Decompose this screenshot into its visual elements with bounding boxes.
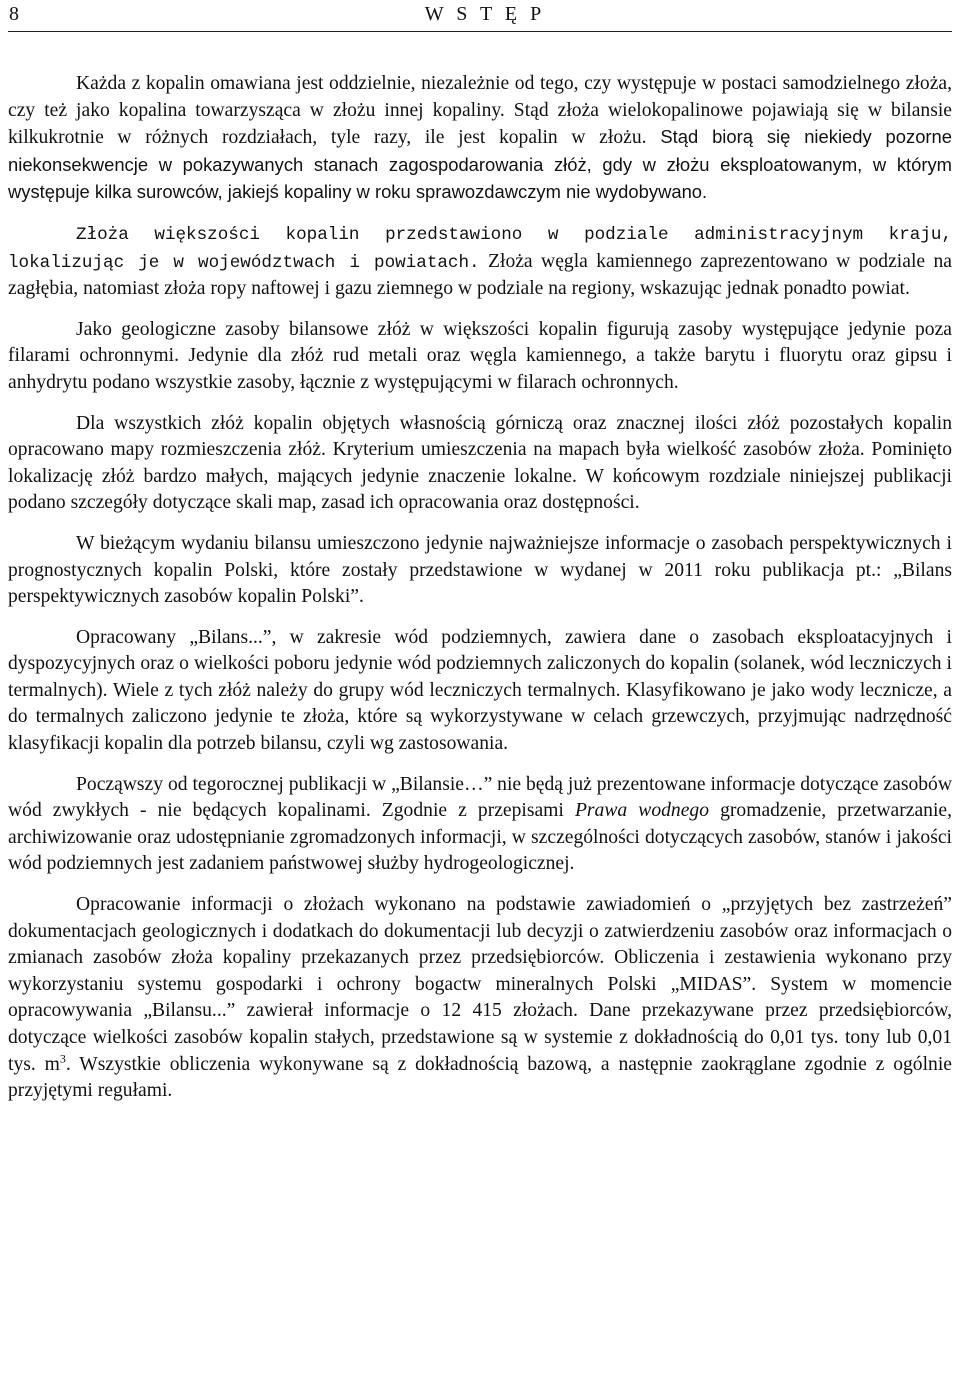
- paragraph-8-superscript: 3: [59, 1051, 66, 1066]
- paragraph-7: [8, 772, 952, 878]
- paragraph-2-part-b: Złoża węgla kamiennego zaprezentowano w podziale na zagłębia, natomiast złoża ropy naftowej i gazu ziemnego w podziale na regiony, wskazując jednak ponadto powiat.: [8, 250, 952, 300]
- paragraph-7-italic-term: Prawa wodnego: [574, 800, 710, 822]
- running-head: W S T Ę P: [424, 3, 546, 25]
- paragraph-6: Opracowany „Bilans...”, w zakresie wód podziemnych, zawiera dane o zasobach eksploatacyjnych i dyspozycyjnych oraz o wielkości poboru jedynie wód podziemnych zaliczonych do kopalin (solanek, wód leczniczych i termalnych). Wiele z tych złóż należy do grupy wód leczniczych termalnych. Klasyfikowano je jako wody lecznicze, a do termalnych zaliczono jedynie te złoża, które są wykorzystywane w celach grzewczych, przyjmując nadrzędność klasyfikacji kopalin dla potrzeb bilansu, czyli wg zastosowania.: [8, 626, 952, 755]
- document-page: [8, 0, 952, 1119]
- paragraph-3: Jako geologiczne zasoby bilansowe złóż w większości kopalin figurują zasoby występujące jedynie poza filarami ochronnymi. Jedynie dla złóż rud metali oraz węgla kamiennego, a także barytu i fluorytu oraz gipsu i anhydrytu podano wszystkie zasoby, łącznie z występującymi w filarach ochronnych.: [8, 318, 952, 393]
- page-header: [8, 0, 952, 32]
- paragraph-7-part-a: Począwszy od tegorocznej publikacji w „Bilansie…” nie będą już prezentowane informacje dotyczące zasobów wód zwykłych - nie będących kopalinami. Zgodnie z przepisami: [8, 773, 952, 822]
- document-body: [8, 71, 952, 1105]
- paragraph-2: [8, 221, 952, 303]
- paragraph-5: W bieżącym wydaniu bilansu umieszczono jedynie najważniejsze informacje o zasobach perspektywicznych i prognostycznych kopalin Polski, które zostały przedstawione w wydanej w 2011 roku publikacja pt.: „Bilans perspektywicznych zasobów kopalin Polski”.: [8, 532, 952, 608]
- paragraph-8: [8, 892, 952, 1105]
- paragraph-1-part-a: Każda z kopalin omawiana jest oddzielnie, niezależnie od tego, czy występuje w postaci samodzielnego złoża, czy też jako kopalina towarzysząca w złożu innej kopaliny. Stąd złoża wielokopalinowe pojawiają się w bilansie kilkukrotnie w różnych rozdziałach, tyle razy, ile jest kopalin w złożu.: [8, 73, 952, 149]
- paragraph-7-part-b: gromadzenie, przetwarzanie, archiwizowanie oraz udostępnianie zgromadzonych informacji, w szczególności dotyczących zasobów, stanów i jakości wód podziemnych jest zadaniem państwowej służby hydrogeologicznej.: [8, 800, 952, 875]
- paragraph-4: Dla wszystkich złóż kopalin objętych własnością górniczą oraz znacznej ilości złóż pozostałych kopalin opracowano mapy rozmieszczenia złóż. Kryterium umieszczenia na mapach była wielkość zasobów złoża. Pominięto lokalizację złóż bardzo małych, mających jedynie znaczenie lokalne. W końcowym rozdziale niniejszej publikacji podano szczegóły dotyczące skali map, zasad ich opracowania oraz dostępności.: [8, 412, 952, 514]
- paragraph-8-part-b: . Wszystkie obliczenia wykonywane są z dokładnością bazową, a następnie zaokrąglane zgodnie z ogólnie przyjętymi regułami.: [8, 1053, 952, 1102]
- page-number: 8: [9, 3, 19, 25]
- paragraph-1-part-b: Stąd biorą się niekiedy pozorne niekonsekwencje w pokazywanych stanach zagospodarowania złóż, gdy w złożu eksploatowanym, w którym występuje kilka surowców, jakiejś kopaliny w roku sprawozdawczym nie wydobywano.: [8, 126, 953, 203]
- paragraph-2-part-a: Złoża większości kopalin przedstawiono w podziale administracyjnym kraju, lokalizując je w województwach i powiatach.: [8, 224, 952, 273]
- paragraph-8-part-a: Opracowanie informacji o złożach wykonano na podstawie zawiadomień o „przyjętych bez zastrzeżeń” dokumentacjach geologicznych i dodatkach do dokumentacji lub decyzji o zatwierdzeniu zasobów oraz informacjach o zmianach zasobów złoża kopaliny przekazanych przez przedsiębiorców. Obliczenia i zestawienia wykonano przy wykorzystaniu systemu gospodarki i ochrony bogactw mineralnych Polski „MIDAS”. System w momencie opracowywania „Bilansu...” zawierał informacje o 12 415 złożach. Dane przekazywane przez przedsiębiorców, dotyczące wielkości zasobów kopalin stałych, przedstawione są w systemie z dokładnością do 0,01 tys. tony lub 0,01 tys. m: [8, 894, 952, 1075]
- paragraph-1: [8, 71, 952, 207]
